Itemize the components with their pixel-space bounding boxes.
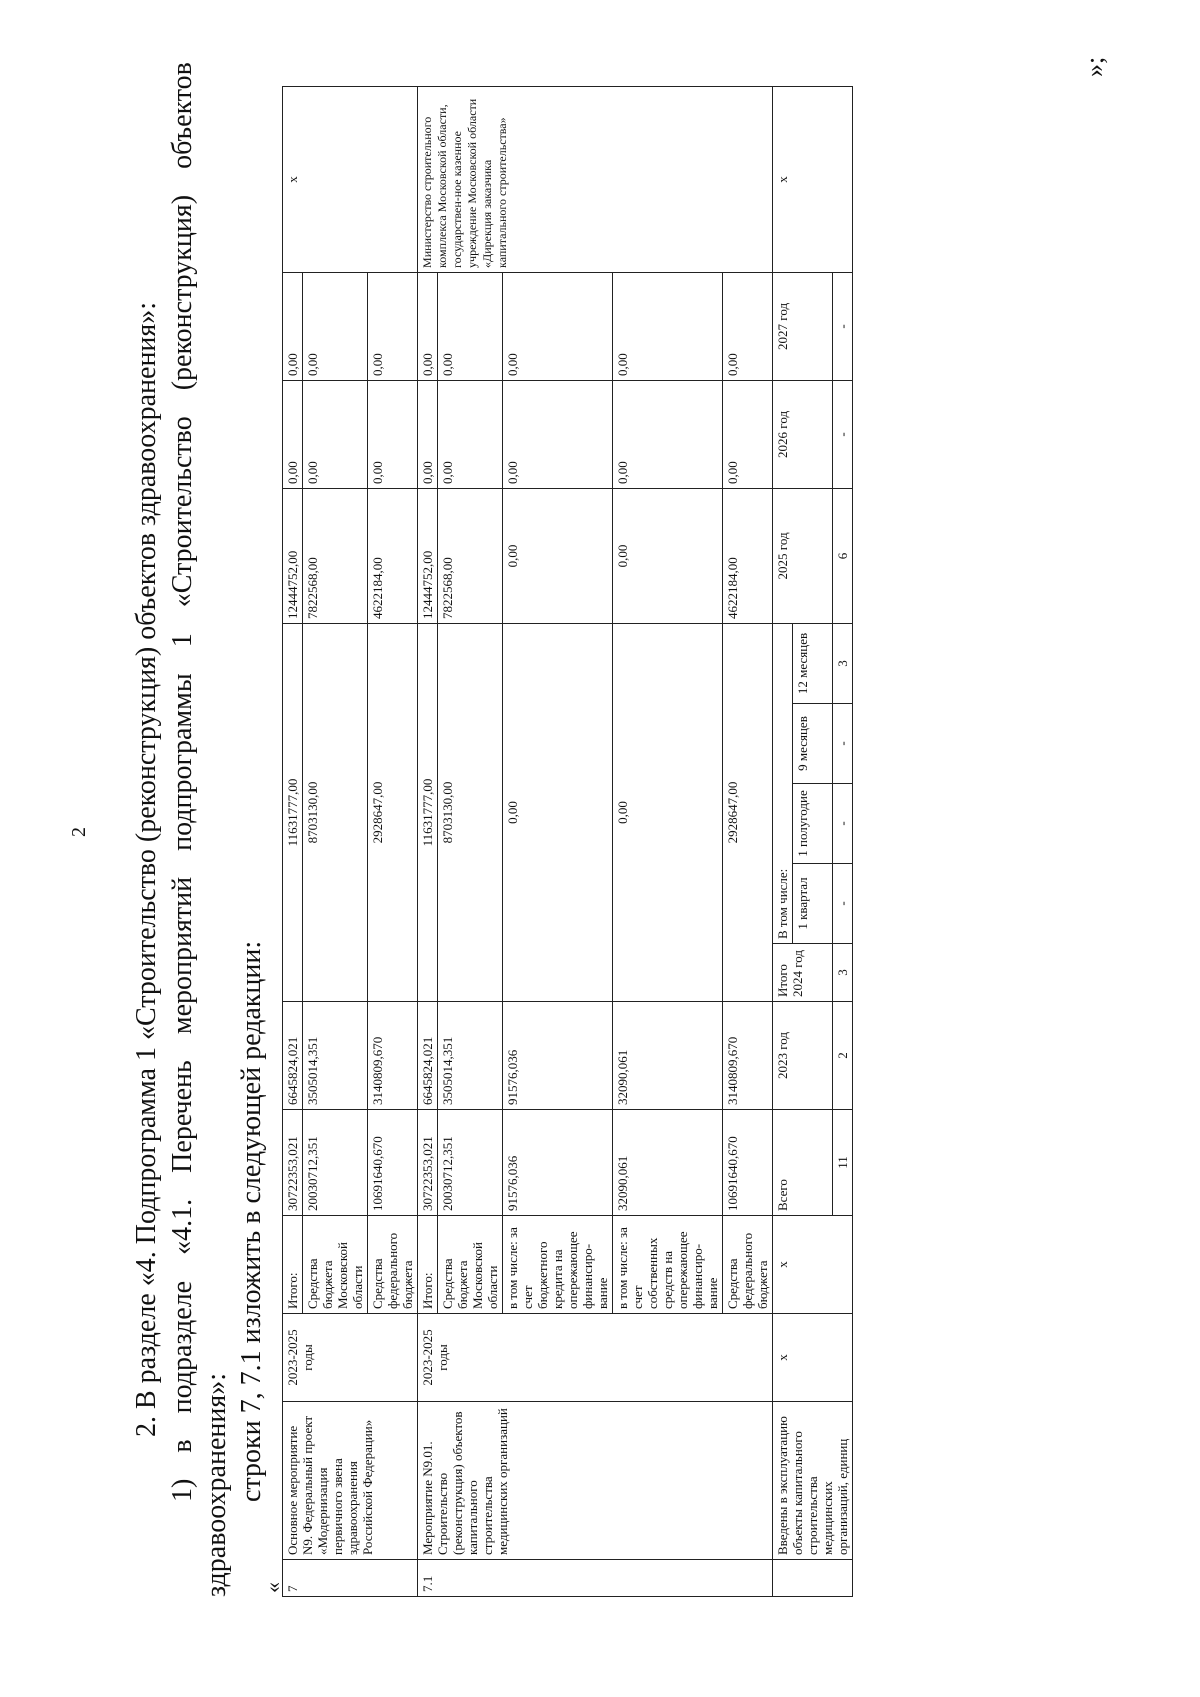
cell-2023: 32090,061: [613, 1002, 723, 1110]
cell-2026: 0,00: [723, 380, 773, 488]
row-7-total: [283, 86, 303, 1596]
cell-2025: 7822568,00: [303, 488, 368, 623]
responsible: х: [283, 86, 418, 272]
cell-2027: 0,00: [303, 272, 368, 380]
word: 1: [167, 633, 198, 648]
header-2027: 2027 год: [773, 272, 833, 380]
word: объектов: [167, 62, 198, 169]
years: х: [773, 1314, 853, 1402]
cell-total: 20030712,351: [438, 1110, 503, 1216]
source-label: в том числе: за счет собственных средств на опережающее финансиро-вание: [613, 1216, 723, 1314]
cell-2026: 0,00: [303, 380, 368, 488]
word: мероприятий: [167, 876, 198, 1035]
value-total: 11: [833, 1110, 853, 1216]
source-label: в том числе: за счет бюджетного кредита на опережающее финансиро-вание: [503, 1216, 613, 1314]
cell-2027: 0,00: [613, 272, 723, 380]
cell-2026: 0,00: [503, 380, 613, 488]
measures-table: [282, 86, 853, 1597]
cell-2025: 0,00: [613, 488, 723, 623]
cell-total: 32090,061: [613, 1110, 723, 1216]
measure-name: Мероприятие N9.01. Строительство (реконструкция) объектов капитального строительства медицинских организаций: [418, 1402, 773, 1560]
value-m12: 3: [833, 623, 853, 703]
close-quote: »;: [1080, 56, 1109, 77]
cell-2025: 0,00: [503, 488, 613, 623]
value-2027: -: [833, 272, 853, 380]
cell-2024: 8703130,00: [438, 623, 503, 1001]
open-quote: «: [260, 1582, 285, 1593]
header-incl: В том числе:: [773, 623, 793, 943]
cell-2027: 0,00: [723, 272, 773, 380]
years: 2023-2025 годы: [283, 1314, 418, 1402]
cell-2024: 2928647,00: [723, 623, 773, 1001]
source-label: Итого:: [418, 1216, 438, 1314]
source-label: Средства федерального бюджета: [723, 1216, 773, 1314]
cell-2027: 0,00: [418, 272, 438, 380]
value-2026: -: [833, 380, 853, 488]
row-number-empty: [773, 1560, 853, 1597]
header-m9: 9 месяцев: [793, 704, 833, 784]
cell-total: 10691640,670: [368, 1110, 418, 1216]
cell-total: 91576,036: [503, 1110, 613, 1216]
intro-line-4: строки 7, 7.1 изложить в следующей редакции:: [236, 940, 267, 1502]
cell-2026: 0,00: [368, 380, 418, 488]
value-2023: 2: [833, 1002, 853, 1110]
header-total: Всего: [773, 1110, 833, 1216]
value-2024-total: 3: [833, 944, 853, 1002]
cell-2023: 6645824,021: [283, 1002, 303, 1110]
cell-total: 30722353,021: [283, 1110, 303, 1216]
row-number: 7: [283, 1560, 418, 1597]
word: «Строительство: [167, 416, 198, 608]
cell-2027: 0,00: [438, 272, 503, 380]
cell-2024: 8703130,00: [303, 623, 368, 1001]
value-2025: 6: [833, 488, 853, 623]
value-h1: -: [833, 784, 853, 864]
word: «4.1.: [167, 1198, 198, 1255]
cell-2023: 3505014,351: [303, 1002, 368, 1110]
cell-2023: 91576,036: [503, 1002, 613, 1110]
cell-2027: 0,00: [283, 272, 303, 380]
cell-2026: 0,00: [613, 380, 723, 488]
cell-2027: 0,00: [368, 272, 418, 380]
measure-name: Основное мероприятие N9. Федеральный проект «Модернизация первичного звена здравоохранения Российской Федерации»: [283, 1402, 418, 1560]
intro-line-1: 2. В разделе «4. Подпрограмма 1 «Строительство (реконструкция) объектов здравоохранения»:: [131, 301, 162, 1437]
word: подпрограммы: [167, 673, 198, 851]
cell-2024: 11631777,00: [418, 623, 438, 1001]
cell-total: 10691640,670: [723, 1110, 773, 1216]
years: 2023-2025 годы: [418, 1314, 773, 1402]
header-2026: 2026 год: [773, 380, 833, 488]
cell-total: 30722353,021: [418, 1110, 438, 1216]
cell-2026: 0,00: [438, 380, 503, 488]
cell-2025: 12444752,00: [283, 488, 303, 623]
cell-2023: 3505014,351: [438, 1002, 503, 1110]
source-label: Средства бюджета Московской области: [438, 1216, 503, 1314]
word: подразделе: [167, 1280, 198, 1414]
header-2024-total: Итого 2024 год: [773, 944, 833, 1002]
result-name: Введены в эксплуатацию объекты капитального строительства медицинских организаций, единиц: [773, 1402, 853, 1560]
header-m12: 12 месяцев: [793, 623, 833, 703]
responsible: х: [773, 86, 853, 272]
cell-2023: 6645824,021: [418, 1002, 438, 1110]
source-label: Средства бюджета Московской области: [303, 1216, 368, 1314]
cell-2025: 4622184,00: [723, 488, 773, 623]
source-label: х: [773, 1216, 853, 1314]
word: в: [167, 1439, 198, 1453]
responsible: Министерство строительного комплекса Московской области, государствен-ное казенное учреждение Московской области «Дирекция заказчика капитального строительства»: [418, 86, 773, 272]
value-m9: -: [833, 704, 853, 784]
page-number: 2: [68, 827, 90, 837]
word: (реконструкция): [167, 194, 198, 391]
word: Перечень: [167, 1060, 198, 1173]
cell-2024: 11631777,00: [283, 623, 303, 1001]
value-q1: -: [833, 864, 853, 944]
row-number: 7.1: [418, 1560, 773, 1597]
cell-2023: 3140809,670: [723, 1002, 773, 1110]
row-7-1-total: [418, 86, 438, 1596]
header-2023: 2023 год: [773, 1002, 833, 1110]
cell-2024: 0,00: [503, 623, 613, 1001]
header-2025: 2025 год: [773, 488, 833, 623]
source-label: Итого:: [283, 1216, 303, 1314]
cell-2023: 3140809,670: [368, 1002, 418, 1110]
cell-total: 20030712,351: [303, 1110, 368, 1216]
header-q1: 1 квартал: [793, 864, 833, 944]
cell-2024: 0,00: [613, 623, 723, 1001]
source-label: Средства федерального бюджета: [368, 1216, 418, 1314]
cell-2026: 0,00: [418, 380, 438, 488]
intro-line-2: [166, 62, 200, 1502]
cell-2025: 12444752,00: [418, 488, 438, 623]
result-header-a: [773, 86, 793, 1596]
cell-2025: 7822568,00: [438, 488, 503, 623]
cell-2027: 0,00: [503, 272, 613, 380]
cell-2026: 0,00: [283, 380, 303, 488]
cell-2025: 4622184,00: [368, 488, 418, 623]
cell-2024: 2928647,00: [368, 623, 418, 1001]
word: 1): [167, 1478, 198, 1502]
intro-line-3: здравоохранения»:: [201, 1372, 232, 1597]
header-h1: 1 полугодие: [793, 784, 833, 864]
